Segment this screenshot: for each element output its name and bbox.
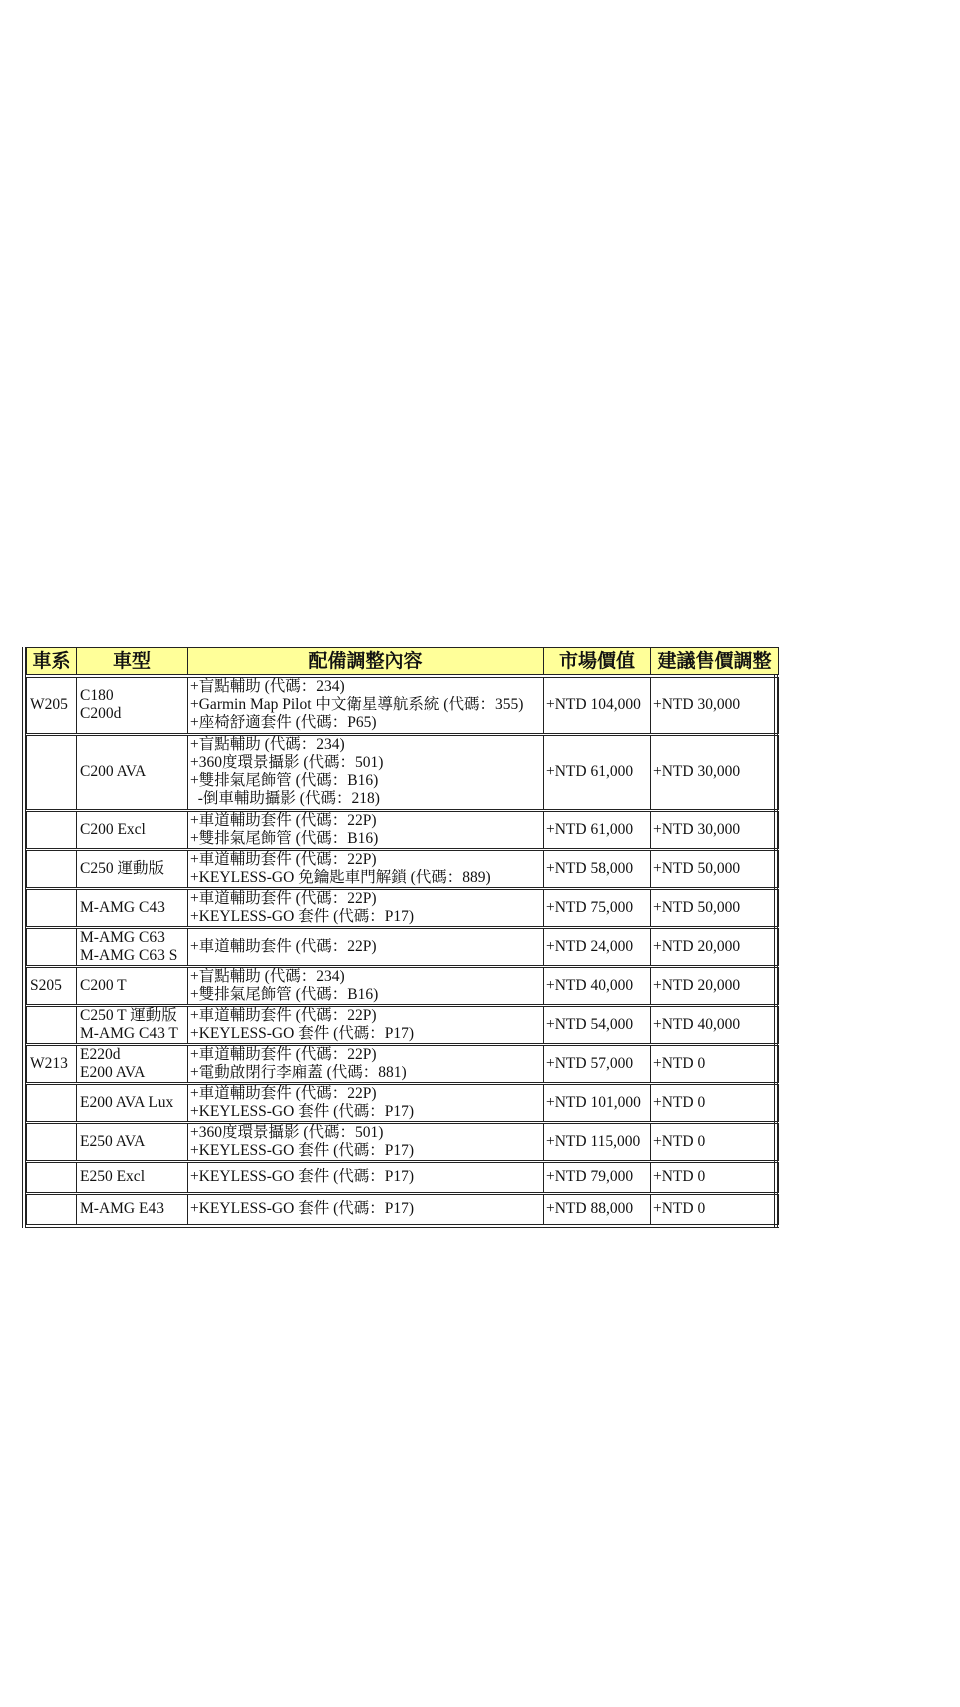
cell-market-value: +NTD 57,000 — [544, 1044, 651, 1083]
cell-equipment — [188, 888, 544, 927]
model-name: E250 AVA — [80, 1132, 146, 1150]
table-row — [27, 734, 779, 810]
cell-series: S205 — [27, 966, 77, 1005]
table-row — [27, 1161, 779, 1193]
equipment-item: +車道輔助套件 (代碼：22P) — [190, 1084, 377, 1102]
cell-equipment — [188, 1161, 544, 1193]
equipment-item: +Garmin Map Pilot 中文衛星導航系統 (代碼：355) — [190, 696, 524, 714]
price-adjustment-table-container — [22, 647, 778, 1228]
table-row — [27, 1083, 779, 1122]
equipment-item: +KEYLESS-GO 套件 (代碼：P17) — [190, 1168, 415, 1185]
table-row — [27, 676, 779, 734]
cell-model — [77, 676, 188, 734]
equipment-item: +盲點輔助 (代碼：234) — [190, 736, 345, 753]
cell-model — [77, 1044, 188, 1083]
cell-equipment — [188, 1005, 544, 1044]
model-name: M-AMG C63 — [80, 928, 165, 946]
table-body — [27, 676, 779, 1226]
cell-equipment — [188, 1193, 544, 1226]
cell-price-adjustment: +NTD 20,000 — [651, 927, 779, 966]
equipment-item: +360度環景攝影 (代碼：501) — [190, 1123, 384, 1141]
header-market-value: 市場價值 — [544, 648, 651, 677]
cell-model — [77, 1193, 188, 1226]
cell-market-value: +NTD 61,000 — [544, 734, 651, 810]
equipment-item: +車道輔助套件 (代碼：22P) — [190, 1045, 377, 1063]
cell-price-adjustment: +NTD 0 — [651, 1044, 779, 1083]
cell-series — [27, 1083, 77, 1122]
cell-price-adjustment: +NTD 0 — [651, 1193, 779, 1226]
table-row — [27, 927, 779, 966]
cell-market-value: +NTD 40,000 — [544, 966, 651, 1005]
cell-series — [27, 927, 77, 966]
model-name: C250 T 運動版 — [80, 1006, 177, 1024]
cell-price-adjustment: +NTD 50,000 — [651, 888, 779, 927]
equipment-item: +車道輔助套件 (代碼：22P) — [190, 850, 377, 868]
cell-market-value: +NTD 101,000 — [544, 1083, 651, 1122]
model-name: M-AMG C43 — [80, 898, 165, 916]
cell-equipment — [188, 849, 544, 888]
cell-price-adjustment: +NTD 0 — [651, 1083, 779, 1122]
model-name: E200 AVA Lux — [80, 1093, 174, 1111]
cell-model — [77, 1083, 188, 1122]
header-model: 車型 — [77, 648, 188, 677]
cell-price-adjustment: +NTD 0 — [651, 1122, 779, 1161]
cell-model — [77, 927, 188, 966]
cell-market-value: +NTD 115,000 — [544, 1122, 651, 1161]
equipment-item: +車道輔助套件 (代碼：22P) — [190, 811, 377, 829]
equipment-item: +車道輔助套件 (代碼：22P) — [190, 937, 377, 955]
cell-model — [77, 1122, 188, 1161]
header-series: 車系 — [27, 648, 77, 677]
cell-equipment — [188, 676, 544, 734]
price-adjustment-table — [26, 647, 779, 1228]
table-row — [27, 1193, 779, 1226]
model-name: M-AMG C63 S — [80, 946, 178, 964]
cell-equipment — [188, 927, 544, 966]
cell-market-value: +NTD 75,000 — [544, 888, 651, 927]
model-name: M-AMG E43 — [80, 1200, 164, 1218]
table-header-row — [27, 648, 779, 677]
equipment-item: +KEYLESS-GO 套件 (代碼：P17) — [190, 1141, 415, 1159]
cell-series — [27, 1193, 77, 1226]
equipment-item: +電動啟閉行李廂蓋 (代碼：881) — [190, 1063, 407, 1081]
model-name: E200 AVA — [80, 1063, 146, 1081]
cell-equipment — [188, 734, 544, 810]
equipment-item: +360度環景攝影 (代碼：501) — [190, 754, 384, 771]
cell-equipment — [188, 1122, 544, 1161]
cell-model — [77, 810, 188, 849]
cell-price-adjustment: +NTD 30,000 — [651, 734, 779, 810]
model-name: C200 T — [80, 976, 127, 994]
cell-equipment — [188, 1083, 544, 1122]
equipment-item: +KEYLESS-GO 套件 (代碼：P17) — [190, 907, 415, 925]
cell-market-value: +NTD 79,000 — [544, 1161, 651, 1193]
equipment-item: +KEYLESS-GO 套件 (代碼：P17) — [190, 1102, 415, 1120]
cell-series: W213 — [27, 1044, 77, 1083]
header-equipment: 配備調整內容 — [188, 648, 544, 677]
cell-equipment — [188, 966, 544, 1005]
cell-price-adjustment: +NTD 50,000 — [651, 849, 779, 888]
model-name: E220d — [80, 1045, 121, 1063]
equipment-item: +車道輔助套件 (代碼：22P) — [190, 1006, 377, 1024]
equipment-item: +盲點輔助 (代碼：234) — [190, 678, 345, 696]
model-name: M-AMG C43 T — [80, 1024, 178, 1042]
model-name: C250 運動版 — [80, 859, 164, 877]
table-row — [27, 966, 779, 1005]
cell-equipment — [188, 810, 544, 849]
cell-series — [27, 1161, 77, 1193]
cell-series — [27, 1005, 77, 1044]
equipment-item: +KEYLESS-GO 免鑰匙車門解鎖 (代碼：889) — [190, 868, 491, 886]
equipment-item: +雙排氣尾飾管 (代碼：B16) — [190, 829, 379, 847]
model-name: C180 — [80, 687, 114, 705]
cell-model — [77, 1161, 188, 1193]
cell-price-adjustment: +NTD 20,000 — [651, 966, 779, 1005]
equipment-item: +KEYLESS-GO 套件 (代碼：P17) — [190, 1024, 415, 1042]
table-row — [27, 888, 779, 927]
equipment-item: +車道輔助套件 (代碼：22P) — [190, 889, 377, 907]
cell-series — [27, 849, 77, 888]
model-name: C200 AVA — [80, 763, 147, 780]
equipment-item: +雙排氣尾飾管 (代碼：B16) — [190, 772, 379, 789]
cell-market-value: +NTD 61,000 — [544, 810, 651, 849]
cell-price-adjustment: +NTD 0 — [651, 1161, 779, 1193]
cell-series — [27, 888, 77, 927]
model-name: C200 Excl — [80, 820, 146, 838]
cell-price-adjustment: +NTD 30,000 — [651, 810, 779, 849]
cell-market-value: +NTD 58,000 — [544, 849, 651, 888]
cell-market-value: +NTD 24,000 — [544, 927, 651, 966]
model-name: C200d — [80, 705, 122, 723]
cell-model — [77, 966, 188, 1005]
equipment-item: +KEYLESS-GO 套件 (代碼：P17) — [190, 1200, 415, 1218]
cell-market-value: +NTD 54,000 — [544, 1005, 651, 1044]
equipment-item: +座椅舒適套件 (代碼：P65) — [190, 714, 377, 732]
equipment-item: +盲點輔助 (代碼：234) — [190, 967, 345, 985]
cell-series — [27, 1122, 77, 1161]
table-row — [27, 1044, 779, 1083]
table-row — [27, 849, 779, 888]
table-row — [27, 1122, 779, 1161]
cell-price-adjustment: +NTD 30,000 — [651, 676, 779, 734]
cell-model — [77, 849, 188, 888]
model-name: E250 Excl — [80, 1168, 145, 1185]
table-row — [27, 1005, 779, 1044]
header-price-adjustment: 建議售價調整 — [651, 648, 779, 677]
cell-series — [27, 734, 77, 810]
equipment-item: -倒車輔助攝影 (代碼：218) — [190, 790, 380, 807]
cell-model — [77, 888, 188, 927]
cell-price-adjustment: +NTD 40,000 — [651, 1005, 779, 1044]
cell-model — [77, 1005, 188, 1044]
cell-equipment — [188, 1044, 544, 1083]
cell-series: W205 — [27, 676, 77, 734]
table-row — [27, 810, 779, 849]
cell-series — [27, 810, 77, 849]
cell-market-value: +NTD 88,000 — [544, 1193, 651, 1226]
equipment-item: +雙排氣尾飾管 (代碼：B16) — [190, 985, 379, 1003]
cell-market-value: +NTD 104,000 — [544, 676, 651, 734]
cell-model — [77, 734, 188, 810]
